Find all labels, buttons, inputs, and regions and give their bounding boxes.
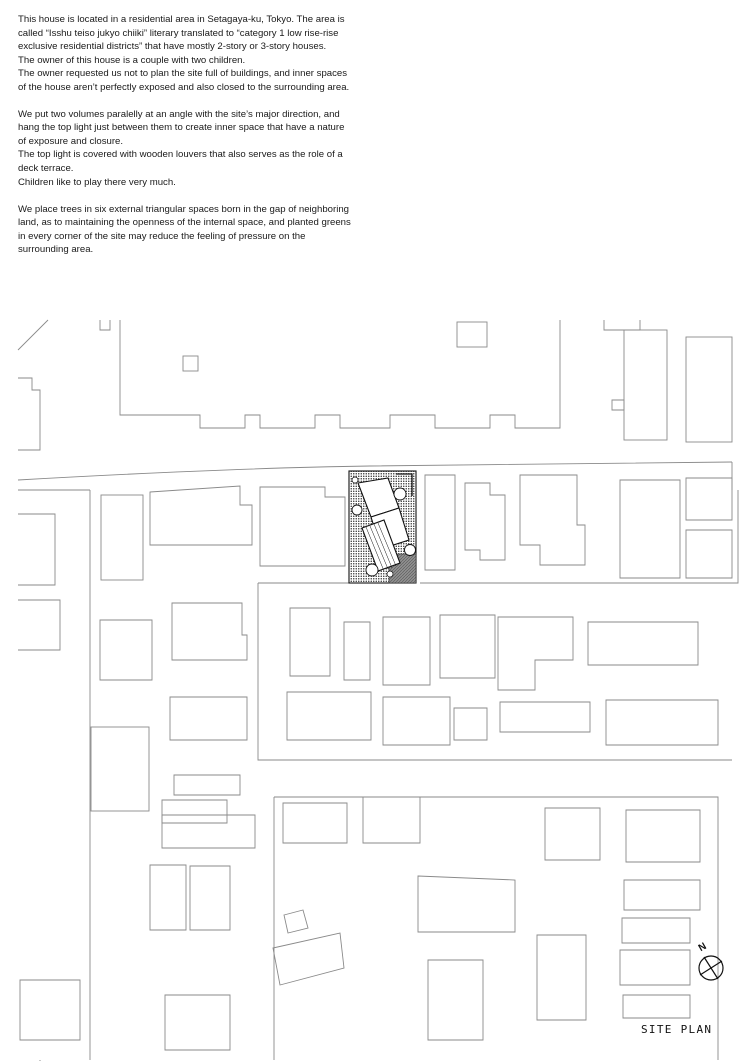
text-line: We put two volumes paralelly at an angle with the site’s major direction, and	[18, 108, 340, 120]
text-line: deck terrace.	[18, 163, 74, 175]
text-line: in every corner of the site may reduce the feeling of pressure on the	[18, 230, 306, 242]
north-arrow-icon	[699, 956, 723, 980]
project-site	[349, 471, 416, 583]
text-line: hang the top light just between them to create inner space that have a nature	[18, 122, 345, 134]
plan-title: SITE PLAN	[641, 1023, 713, 1036]
text-line: of exposure and closure.	[18, 135, 124, 147]
text-line: This house is located in a residential area in Setagaya-ku, Tokyo. The area is	[18, 14, 345, 25]
north-label: N	[696, 940, 709, 955]
text-line: Children like to play there very much.	[18, 176, 176, 188]
text-line: The owner of this house is a couple with two children.	[18, 54, 246, 66]
text-line: The owner requested us not to plan the site full of buildings, and inner spaces	[18, 68, 348, 80]
text-line: of the house aren’t perfectly exposed and also closed to the surrounding area.	[18, 81, 350, 93]
text-line: exclusive residential districts” that have mostly 2-story or 3-story houses.	[18, 41, 327, 53]
text-line: The top light is covered with wooden louvers that also serves as the role of a	[18, 149, 343, 161]
text-line: land, as to maintaining the openness of the internal space, and planted greens	[18, 217, 351, 229]
text-line: surrounding area.	[18, 244, 94, 256]
neighboring-buildings	[20, 320, 732, 1050]
text-line: We place trees in six external triangular spaces born in the gap of neighboring	[18, 203, 350, 215]
text-line: called “Isshu teiso jukyo chiiki” literary translated to “category 1 low rise-rise	[18, 27, 339, 39]
